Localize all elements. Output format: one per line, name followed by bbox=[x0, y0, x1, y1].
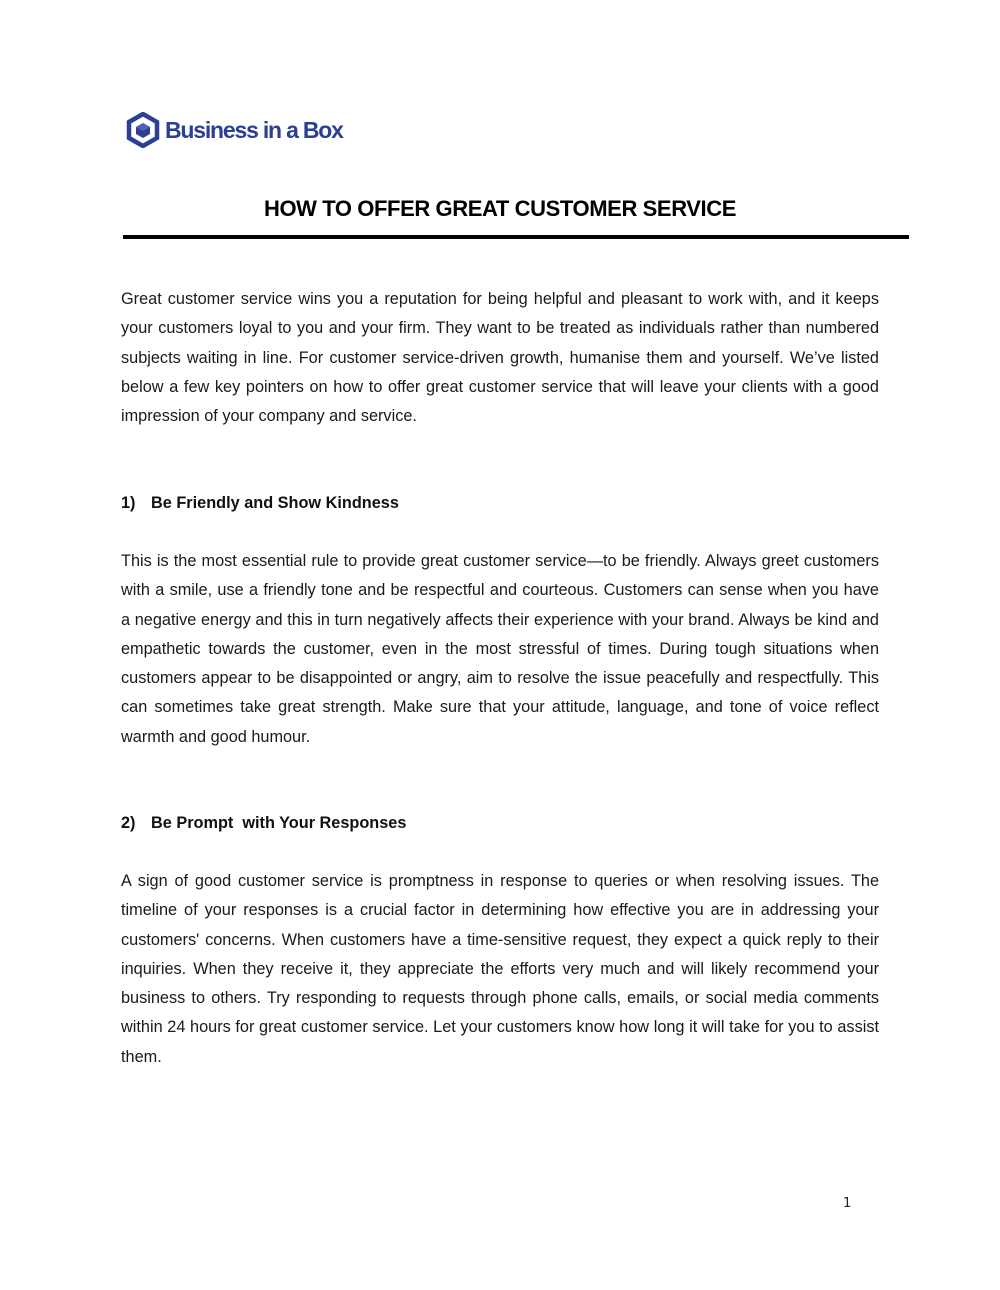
section-number: 2) bbox=[121, 814, 136, 832]
brand-logo bbox=[126, 112, 343, 148]
hexagon-cube-logo-icon bbox=[126, 112, 160, 148]
brand-name: Business in a Box bbox=[165, 117, 343, 143]
section-heading-2 bbox=[121, 811, 406, 835]
section-heading-1 bbox=[121, 491, 399, 515]
section-body-1: This is the most essential rule to provide great customer service—to be friendly. Always greet customers with a smile, use a friendly tone and be respectful and courteous. Customers can sense when you have a negative energy and this in turn negatively affects their experience with your brand. Always be kind and empathetic towards the customer, even in the most stressful of times. During tough situations when customers appear to be disappointed or angry, aim to resolve the issue peacefully and respectfully. This can sometimes take great strength. Make sure that your attitude, language, and tone of voice reflect warmth and good humour. bbox=[121, 552, 879, 746]
section-title: Be Friendly and Show Kindness bbox=[151, 494, 399, 512]
section-title: Be Prompt with Your Responses bbox=[151, 814, 407, 832]
title-divider bbox=[123, 235, 909, 239]
section-number: 1) bbox=[121, 494, 136, 512]
document-title: HOW TO OFFER GREAT CUSTOMER SERVICE bbox=[263, 196, 737, 221]
page-number: 1 bbox=[843, 1196, 852, 1211]
section-body-2: A sign of good customer service is promptness in response to queries or when resolving issues. The timeline of your responses is a crucial factor in determining how effective you are in addressing your customers' concerns. When customers have a time-sensitive request, they expect a quick reply to their inquiries. When they receive it, they appreciate the efforts very much and will likely recommend your business to others. Try responding to requests through phone calls, emails, or social media comments within 24 hours for great customer service. Let your customers know how long it will take for you to assist them. bbox=[121, 872, 879, 1066]
intro-paragraph: Great customer service wins you a reputation for being helpful and pleasant to work with, and it keeps your customers loyal to you and your firm. They want to be treated as individuals rather than numbered subjects waiting in line. For customer service-driven growth, humanise them and yourself. We’ve listed below a few key pointers on how to offer great customer service that will leave your clients with a good impression of your company and service. bbox=[121, 290, 879, 426]
